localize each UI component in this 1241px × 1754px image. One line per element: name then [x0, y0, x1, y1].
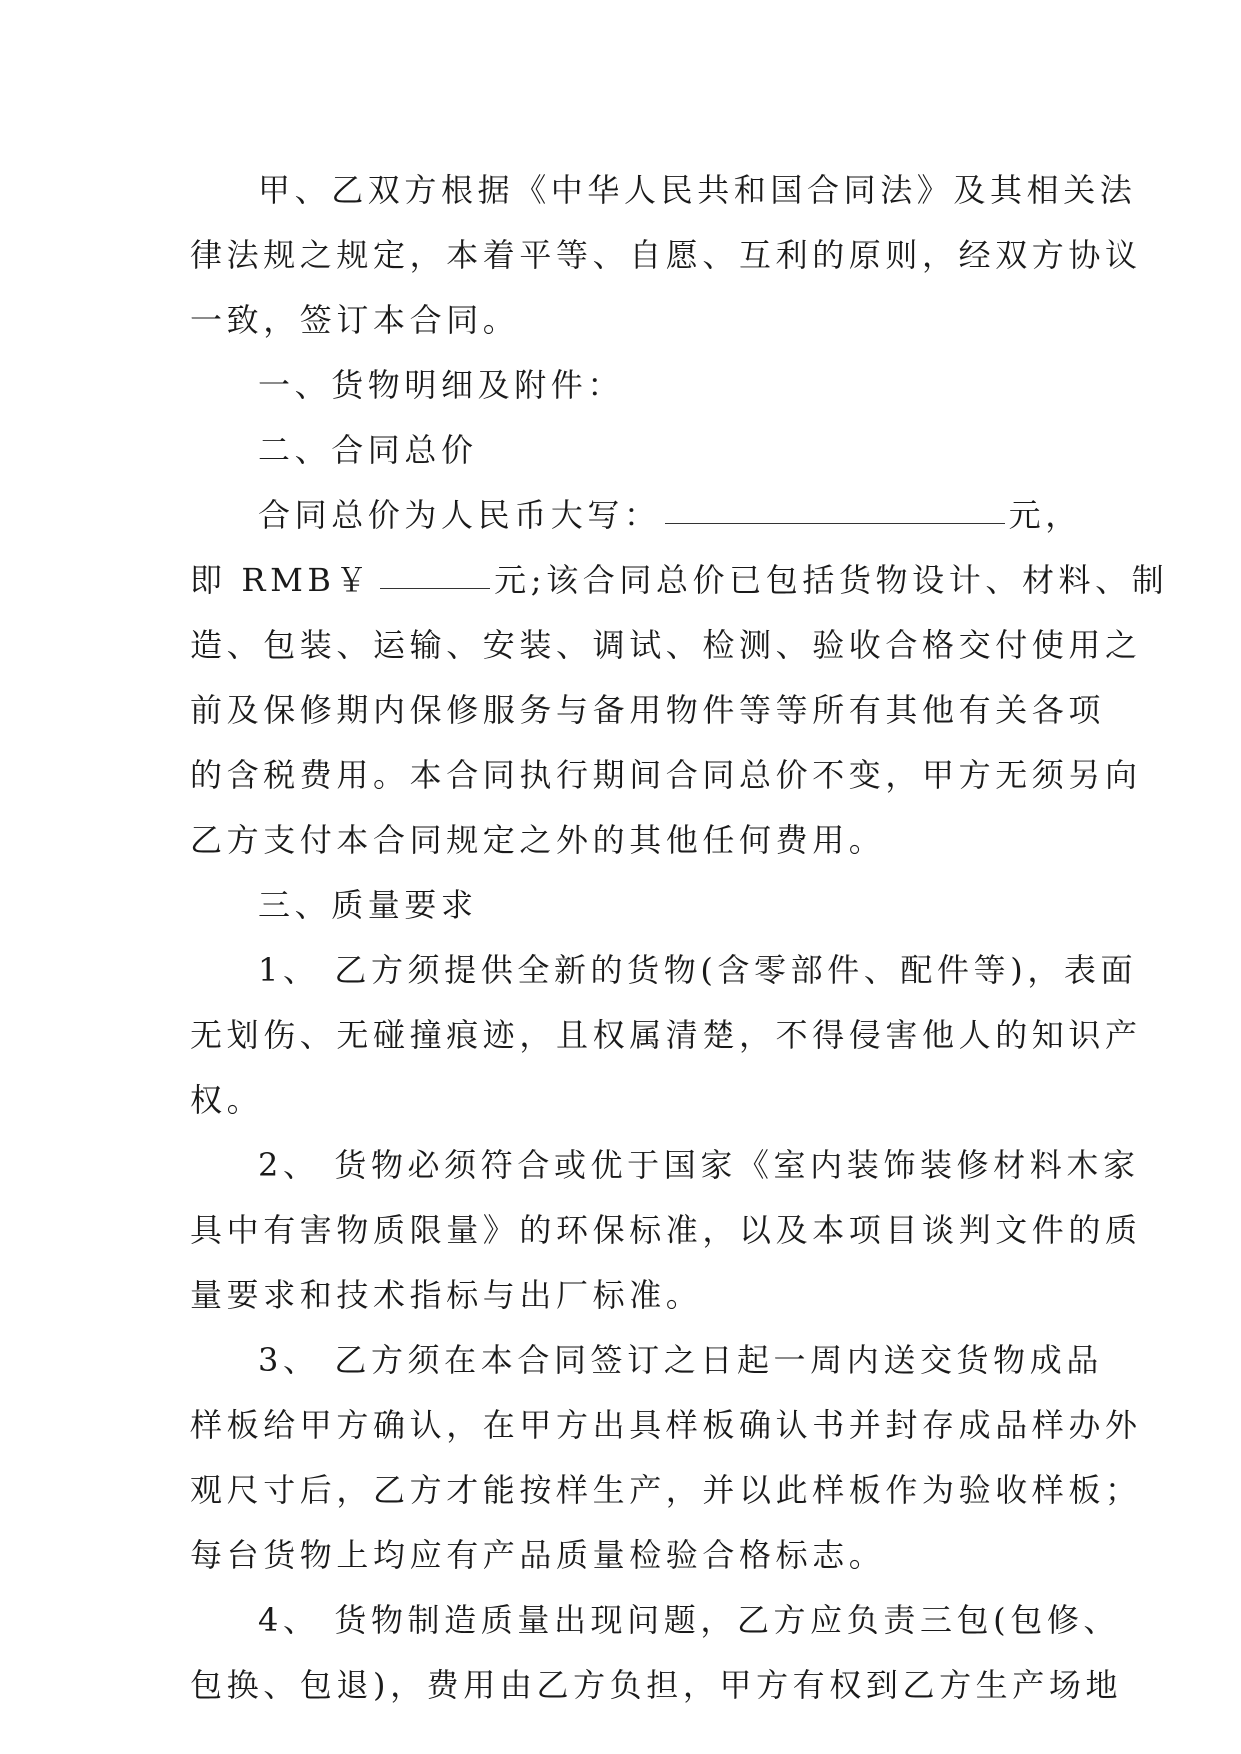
item-1-number: 1、 — [258, 951, 320, 989]
preamble-line-1: 甲、乙双方根据《中华人民共和国合同法》及其相关法 — [258, 171, 1137, 209]
price-rmb-blank[interactable] — [380, 552, 490, 589]
price-uppercase-label: 合同总价为人民币大写： — [258, 496, 661, 534]
item-1-line-2: 无划伤、无碰撞痕迹，且权属清楚，不得侵害他人的知识产 — [190, 1016, 1142, 1054]
item-4-text: 货物制造质量出现问题，乙方应负责三包(包修、 — [334, 1601, 1121, 1639]
price-line-1 — [190, 483, 1082, 548]
price-rmb-text: 元;该合同总价已包括货物设计、材料、制 — [494, 561, 1169, 599]
item-2-number: 2、 — [258, 1146, 320, 1184]
preamble-line-3: 一致，签订本合同。 — [190, 301, 520, 339]
item-4-number: 4、 — [258, 1601, 320, 1639]
section-2-heading: 二、合同总价 — [258, 431, 478, 469]
item-1-line-3: 权。 — [190, 1081, 264, 1119]
price-line-2 — [190, 548, 1169, 613]
preamble-line-2: 律法规之规定，本着平等、自愿、互利的原则，经双方协议 — [190, 236, 1142, 274]
item-3-line-3: 观尺寸后，乙方才能按样生产，并以此样板作为验收样板； — [190, 1471, 1142, 1509]
section-2-line-6: 乙方支付本合同规定之外的其他任何费用。 — [190, 821, 886, 859]
item-2-line-3: 量要求和技术指标与出厂标准。 — [190, 1276, 703, 1314]
item-1-line-1 — [190, 938, 1138, 1003]
section-3-heading: 三、质量要求 — [258, 886, 478, 924]
section-1-heading: 一、货物明细及附件： — [258, 366, 625, 404]
price-uppercase-blank[interactable] — [665, 487, 1005, 524]
price-uppercase-unit: 元， — [1008, 496, 1082, 534]
item-3-text: 乙方须在本合同签订之日起一周内送交货物成品 — [334, 1341, 1103, 1379]
price-rmb-label: 即 RMB￥ — [190, 561, 373, 599]
item-3-line-1 — [190, 1328, 1103, 1393]
item-3-line-2: 样板给甲方确认，在甲方出具样板确认书并封存成品样办外 — [190, 1406, 1142, 1444]
item-1-text: 乙方须提供全新的货物(含零部件、配件等)，表面 — [334, 951, 1138, 989]
item-3-line-4: 每台货物上均应有产品质量检验合格标志。 — [190, 1536, 886, 1574]
item-2-text: 货物必须符合或优于国家《室内装饰装修材料木家 — [334, 1146, 1140, 1184]
item-2-line-1 — [190, 1133, 1140, 1198]
item-4-line-2: 包换、包退)，费用由乙方负担，甲方有权到乙方生产场地 — [190, 1666, 1123, 1704]
section-2-line-3: 造、包装、运输、安装、调试、检测、验收合格交付使用之 — [190, 626, 1142, 664]
contract-page — [190, 158, 1169, 1718]
section-2-line-5: 的含税费用。本合同执行期间合同总价不变，甲方无须另向 — [190, 756, 1142, 794]
item-2-line-2: 具中有害物质限量》的环保标准，以及本项目谈判文件的质 — [190, 1211, 1142, 1249]
item-4-line-1 — [190, 1588, 1121, 1653]
item-3-number: 3、 — [258, 1341, 320, 1379]
section-2-line-4: 前及保修期内保修服务与备用物件等等所有其他有关各项 — [190, 691, 1106, 729]
